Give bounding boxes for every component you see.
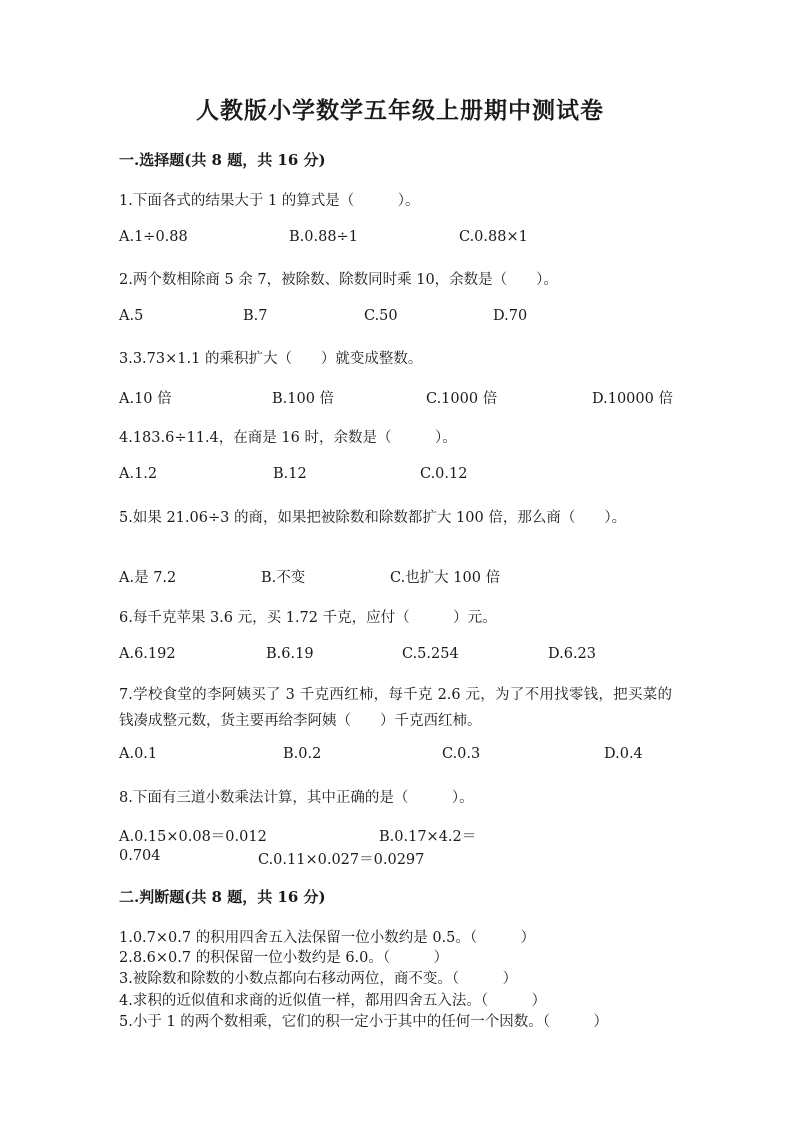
question-stem: 2.两个数相除商 5 余 7，被除数、除数同时乘 10，余数是（ ）。 [119,272,558,288]
option: A.0.1 [119,746,158,762]
question-stem: 1.下面各式的结果大于 1 的算式是（ ）。 [119,193,420,209]
question-stem: 5.如果 21.06÷3 的商，如果把被除数和除数都扩大 100 倍，那么商（ ）。 [119,510,627,526]
option-continued: 0.704 [119,848,161,864]
judge-item: 5.小于 1 的两个数相乘，它们的积一定小于其中的任何一个因数。（ ） [119,1014,609,1030]
judge-item: 2.8.6×0.7 的积保留一位小数约是 6.0。（ ） [119,950,449,966]
question-stem: 6.每千克苹果 3.6 元，买 1.72 千克，应付（ ）元。 [119,610,497,626]
option: B.6.19 [266,646,314,662]
option: B.0.17×4.2＝ [379,829,477,845]
option: C.也扩大 100 倍 [390,570,501,586]
option: D.10000 倍 [592,391,673,407]
option: D.70 [493,308,528,324]
option: C.50 [364,308,398,324]
question-stem: 3.3.73×1.1 的乘积扩大（ ）就变成整数。 [119,351,423,367]
judge-item: 1.0.7×0.7 的积用四舍五入法保留一位小数约是 0.5。（ ） [119,930,536,946]
option: C.0.12 [420,466,468,482]
option: A.1÷0.88 [119,229,188,245]
option: A.6.192 [119,646,176,662]
option: D.6.23 [548,646,597,662]
option: B.不变 [261,570,306,586]
option: C.0.11×0.027＝0.0297 [258,852,425,868]
option: C.0.3 [442,746,481,762]
option: B.0.88÷1 [289,229,358,245]
option: B.100 倍 [272,391,335,407]
option: B.0.2 [283,746,322,762]
question-stem: 7.学校食堂的李阿姨买了 3 千克西红柿，每千克 2.6 元，为了不用找零钱，把买菜的钱凑成整元数，货主要再给李阿姨（ ）千克西红柿。 [119,687,672,729]
option: C.5.254 [402,646,459,662]
option: A.10 倍 [119,391,172,407]
option: B.7 [243,308,268,324]
section-heading-choice: 一.选择题(共 8 题，共 16 分) [119,151,326,169]
option: C.0.88×1 [459,229,528,245]
option: D.0.4 [604,746,643,762]
question-stem: 4.183.6÷11.4，在商是 16 时，余数是（ ）。 [119,430,457,446]
judge-item: 4.求积的近似值和求商的近似值一样，都用四舍五入法。（ ） [119,993,547,1009]
option: B.12 [273,466,307,482]
section-heading-judge: 二.判断题(共 8 题，共 16 分) [119,888,326,906]
page-title: 人教版小学数学五年级上册期中测试卷 [196,97,604,124]
question-stem: 8.下面有三道小数乘法计算，其中正确的是（ ）。 [119,790,474,806]
option: A.是 7.2 [119,570,177,586]
option: C.1000 倍 [426,391,498,407]
judge-item: 3.被除数和除数的小数点都向右移动两位，商不变。（ ） [119,971,518,987]
option: A.5 [119,308,144,324]
option: A.1.2 [119,466,158,482]
option: A.0.15×0.08＝0.012 [119,829,267,845]
